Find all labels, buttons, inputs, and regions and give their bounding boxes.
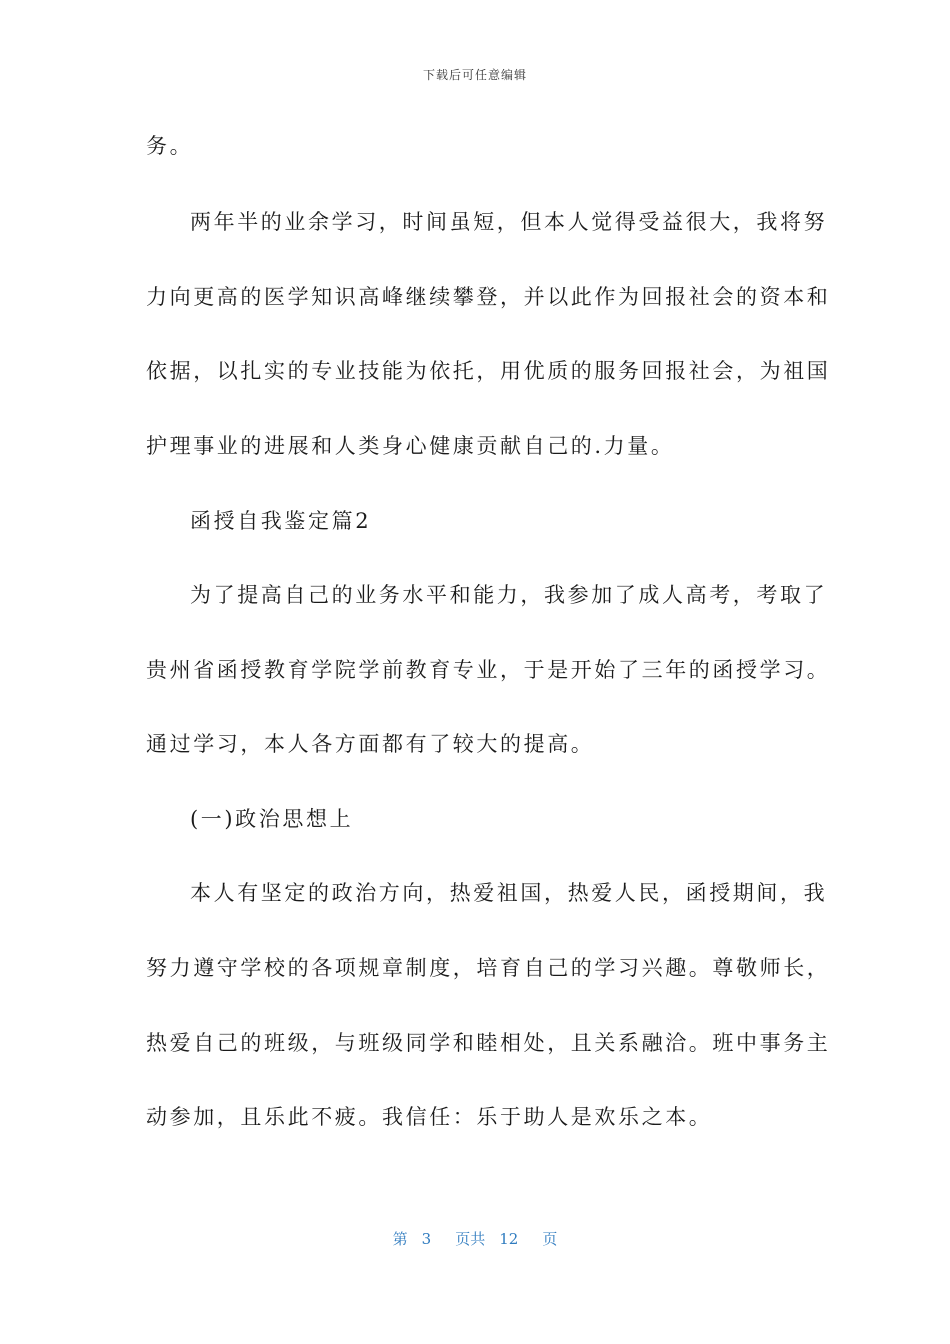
paragraph-line: 热爱自己的班级，与班级同学和睦相处，且关系融洽。班中事务主	[146, 1031, 831, 1055]
paragraph-line: 本人有坚定的政治方向，热爱祖国，热爱人民，函授期间，我	[190, 881, 828, 905]
footer-page-number: 3	[421, 1230, 432, 1248]
paragraph-line: 依据，以扎实的专业技能为依托，用优质的服务回报社会，为祖国	[146, 359, 831, 383]
paragraph-line: 两年半的业余学习，时间虽短，但本人觉得受益很大，我将努	[190, 210, 828, 234]
subsection-heading: (一)政治思想上	[190, 807, 354, 831]
page-header: 下载后可任意编辑	[422, 68, 527, 82]
footer-mid: 页共	[455, 1230, 486, 1248]
paragraph-line: 护理事业的进展和人类身心健康贡献自己的.力量。	[146, 434, 675, 458]
section-heading: 函授自我鉴定篇2	[190, 509, 372, 533]
page-footer	[0, 1228, 950, 1249]
paragraph-line: 通过学习，本人各方面都有了较大的提高。	[146, 732, 595, 756]
paragraph-line: 努力遵守学校的各项规章制度，培育自己的学习兴趣。尊敬师长，	[146, 956, 831, 980]
paragraph-line: 动参加，且乐此不疲。我信任：乐于助人是欢乐之本。	[146, 1105, 713, 1129]
footer-suffix: 页	[542, 1230, 558, 1248]
paragraph-line: 务。	[146, 134, 194, 158]
footer-prefix: 第	[392, 1230, 408, 1248]
footer-total-pages: 12	[499, 1230, 519, 1248]
paragraph-line: 力向更高的医学知识高峰继续攀登，并以此作为回报社会的资本和	[146, 285, 831, 309]
paragraph-line: 为了提高自己的业务水平和能力，我参加了成人高考，考取了	[190, 583, 828, 607]
paragraph-line: 贵州省函授教育学院学前教育专业，于是开始了三年的函授学习。	[146, 658, 831, 682]
